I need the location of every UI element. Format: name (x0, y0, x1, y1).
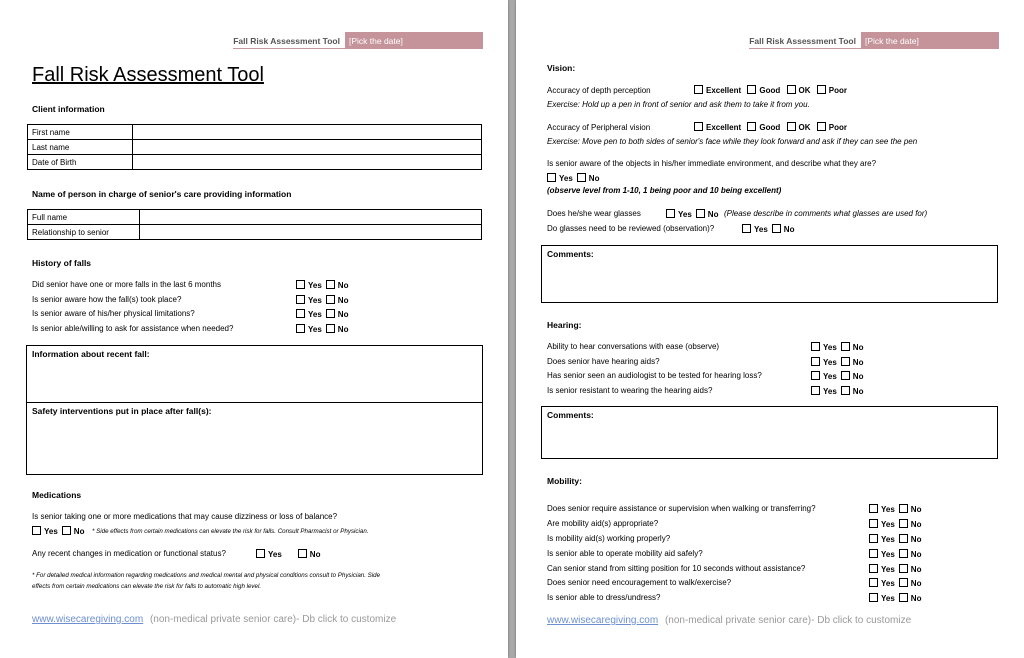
full-name-field[interactable] (140, 210, 482, 225)
comments-label: Comments: (547, 410, 594, 420)
yes-no-checkbox-group[interactable]: Yes No (869, 519, 921, 529)
history-heading: History of falls (32, 258, 92, 268)
peripheral-vision-question: Accuracy of Peripheral vision (547, 123, 651, 132)
yes-no-checkbox-group[interactable]: Yes No (666, 209, 718, 219)
yes-no-checkbox-group[interactable]: Yes No (256, 549, 320, 559)
footer-link[interactable]: www.wisecaregiving.com (32, 614, 144, 625)
glasses-question: Does he/she wear glasses (547, 209, 641, 218)
yes-checkbox[interactable] (869, 534, 878, 543)
page-header (749, 32, 999, 49)
ok-checkbox[interactable] (787, 122, 796, 131)
yes-checkbox[interactable] (869, 578, 878, 587)
peripheral-rating-options[interactable]: Excellent Good OK Poor (694, 122, 847, 132)
first-name-label: First name (28, 125, 133, 140)
no-checkbox[interactable] (899, 578, 908, 587)
yes-checkbox[interactable] (869, 504, 878, 513)
yes-checkbox[interactable] (296, 309, 305, 318)
yes-checkbox[interactable] (869, 549, 878, 558)
depth-perception-question: Accuracy of depth perception (547, 86, 651, 95)
yes-checkbox[interactable] (742, 224, 751, 233)
no-checkbox[interactable] (577, 173, 586, 182)
recent-fall-box[interactable] (26, 345, 483, 403)
yes-checkbox[interactable] (296, 295, 305, 304)
footer (547, 615, 911, 626)
mobility-question: Does senior need encouragement to walk/exercise? (547, 578, 732, 587)
no-checkbox[interactable] (326, 324, 335, 333)
yes-no-checkbox-group[interactable]: Yes No (547, 173, 599, 183)
footer-text: (non-medical private senior care)- Db click to customize (149, 614, 397, 625)
history-question: Is senior aware of his/her physical limitations? (32, 309, 195, 318)
yes-checkbox[interactable] (256, 549, 265, 558)
relationship-field[interactable] (140, 225, 482, 240)
safety-interventions-label: Safety interventions put in place after fall(s): (32, 406, 212, 416)
yes-checkbox[interactable] (666, 209, 675, 218)
no-checkbox[interactable] (841, 342, 850, 351)
side-effects-note: * Side effects from certain medications can elevate the risk for falls. Consult Pharmacist or Physician. (92, 528, 369, 535)
yes-no-checkbox-group[interactable]: Yes No (296, 295, 348, 305)
yes-no-checkbox-group[interactable]: Yes No (296, 324, 348, 334)
yes-no-checkbox-group[interactable]: Yes No (869, 564, 921, 574)
full-name-label: Full name (28, 210, 140, 225)
yes-no-checkbox-group[interactable]: Yes No (869, 549, 921, 559)
yes-no-checkbox-group[interactable]: Yes No (811, 386, 863, 396)
depth-rating-options[interactable]: Excellent Good OK Poor (694, 85, 847, 95)
yes-checkbox[interactable] (811, 371, 820, 380)
yes-checkbox[interactable] (32, 526, 41, 535)
medical-info-note-line2: effects from certain medications can elevate the risk for falls to automatic high level. (32, 583, 262, 590)
no-checkbox[interactable] (841, 371, 850, 380)
page-header (233, 32, 483, 49)
first-name-field[interactable] (133, 125, 482, 140)
yes-no-checkbox-group[interactable]: Yes No (811, 371, 863, 381)
vision-comments-box[interactable] (541, 245, 998, 303)
yes-no-checkbox-group[interactable]: Yes No (742, 224, 794, 234)
document-title: Fall Risk Assessment Tool (32, 64, 264, 86)
history-question: Is senior able/willing to ask for assistance when needed? (32, 324, 234, 333)
yes-no-checkbox-group[interactable]: Yes No (869, 578, 921, 588)
yes-no-checkbox-group[interactable]: Yes No (869, 534, 921, 544)
yes-no-checkbox-group[interactable]: Yes No (869, 504, 921, 514)
safety-interventions-box[interactable] (26, 402, 483, 475)
poor-checkbox[interactable] (817, 85, 826, 94)
header-title: Fall Risk Assessment Tool (233, 32, 345, 49)
medication-change-question: Any recent changes in medication or functional status? (32, 549, 226, 558)
mobility-heading: Mobility: (547, 476, 582, 486)
good-checkbox[interactable] (747, 122, 756, 131)
no-checkbox[interactable] (696, 209, 705, 218)
hearing-question: Ability to hear conversations with ease (observe) (547, 342, 720, 351)
last-name-label: Last name (28, 140, 133, 155)
no-checkbox[interactable] (298, 549, 307, 558)
date-picker-field[interactable]: [Pick the date] (861, 32, 999, 49)
footer-text: (non-medical private senior care)- Db click to customize (664, 615, 912, 626)
mobility-question: Is senior able to dress/undress? (547, 593, 661, 602)
peripheral-exercise: Exercise: Move pen to both sides of senior's face while they look forward and ask if they can see the pen (547, 137, 918, 146)
hearing-question: Has senior seen an audiologist to be tested for hearing loss? (547, 371, 762, 380)
page-2 (516, 0, 1024, 658)
yes-no-checkbox-group[interactable]: Yes No (811, 357, 863, 367)
hearing-question: Is senior resistant to wearing the hearing aids? (547, 386, 713, 395)
glasses-review-question: Do glasses need to be reviewed (observation)? (547, 224, 715, 233)
medications-heading: Medications (32, 490, 82, 500)
medications-question: Is senior taking one or more medications that may cause dizziness or loss of balance? (32, 512, 338, 521)
yes-no-checkbox-group[interactable]: Yes No (869, 593, 921, 603)
yes-no-checkbox-group[interactable]: Yes No (811, 342, 863, 352)
no-checkbox[interactable] (326, 295, 335, 304)
hearing-heading: Hearing: (547, 320, 582, 330)
yes-no-checkbox-group[interactable]: Yes No (296, 309, 348, 319)
dob-label: Date of Birth (28, 155, 133, 170)
mobility-question: Is mobility aid(s) working properly? (547, 534, 671, 543)
hearing-comments-box[interactable] (541, 406, 998, 459)
observe-level-note: (observe level from 1-10, 1 being poor and 10 being excellent) (547, 186, 782, 195)
glasses-note: (Please describe in comments what glasses are used for) (724, 209, 928, 218)
person-in-charge-heading: Name of person in charge of senior's care providing information (32, 189, 292, 199)
mobility-question: Is senior able to operate mobility aid safely? (547, 549, 703, 558)
dob-field[interactable] (133, 155, 482, 170)
yes-checkbox[interactable] (811, 357, 820, 366)
recent-fall-label: Information about recent fall: (32, 349, 150, 359)
yes-checkbox[interactable] (296, 324, 305, 333)
no-checkbox[interactable] (841, 357, 850, 366)
no-checkbox[interactable] (62, 526, 71, 535)
yes-checkbox[interactable] (296, 280, 305, 289)
poor-checkbox[interactable] (817, 122, 826, 131)
no-checkbox[interactable] (899, 549, 908, 558)
no-checkbox[interactable] (841, 386, 850, 395)
footer (32, 614, 396, 625)
yes-checkbox[interactable] (869, 564, 878, 573)
history-question: Is senior aware how the fall(s) took place? (32, 295, 182, 304)
yes-checkbox[interactable] (811, 342, 820, 351)
yes-no-checkbox-group[interactable]: Yes No (32, 526, 84, 536)
no-checkbox[interactable] (899, 564, 908, 573)
no-checkbox[interactable] (899, 534, 908, 543)
person-in-charge-table (27, 209, 482, 240)
ok-checkbox[interactable] (787, 85, 796, 94)
relationship-label: Relationship to senior (28, 225, 140, 240)
history-question: Did senior have one or more falls in the last 6 months (32, 280, 221, 289)
no-checkbox[interactable] (899, 593, 908, 602)
no-checkbox[interactable] (899, 504, 908, 513)
excellent-checkbox[interactable] (694, 122, 703, 131)
mobility-question: Can senior stand from sitting position for 10 seconds without assistance? (547, 564, 806, 573)
client-info-table (27, 124, 482, 170)
yes-no-checkbox-group[interactable]: Yes No (296, 280, 348, 290)
depth-exercise: Exercise: Hold up a pen in front of senior and ask them to take it from you. (547, 100, 810, 109)
last-name-field[interactable] (133, 140, 482, 155)
yes-checkbox[interactable] (869, 519, 878, 528)
client-info-heading: Client information (32, 104, 105, 114)
page-1 (0, 0, 508, 658)
excellent-checkbox[interactable] (694, 85, 703, 94)
no-checkbox[interactable] (326, 309, 335, 318)
yes-checkbox[interactable] (869, 593, 878, 602)
hearing-question: Does senior have hearing aids? (547, 357, 660, 366)
good-checkbox[interactable] (747, 85, 756, 94)
no-checkbox[interactable] (899, 519, 908, 528)
mobility-question: Are mobility aid(s) appropriate? (547, 519, 659, 528)
no-checkbox[interactable] (326, 280, 335, 289)
environment-awareness-question: Is senior aware of the objects in his/her immediate environment, and describe what they are? (547, 159, 877, 168)
comments-label: Comments: (547, 249, 594, 259)
no-checkbox[interactable] (772, 224, 781, 233)
vision-heading: Vision: (547, 63, 576, 73)
footer-link[interactable]: www.wisecaregiving.com (547, 615, 659, 626)
yes-checkbox[interactable] (811, 386, 820, 395)
mobility-question: Does senior require assistance or supervision when walking or transferring? (547, 504, 816, 513)
header-title: Fall Risk Assessment Tool (749, 32, 861, 49)
date-picker-field[interactable]: [Pick the date] (345, 32, 483, 49)
medical-info-note-line1: * For detailed medical information regarding medications and medical mental and physical conditions consult to Physician. Side (32, 572, 381, 579)
yes-checkbox[interactable] (547, 173, 556, 182)
